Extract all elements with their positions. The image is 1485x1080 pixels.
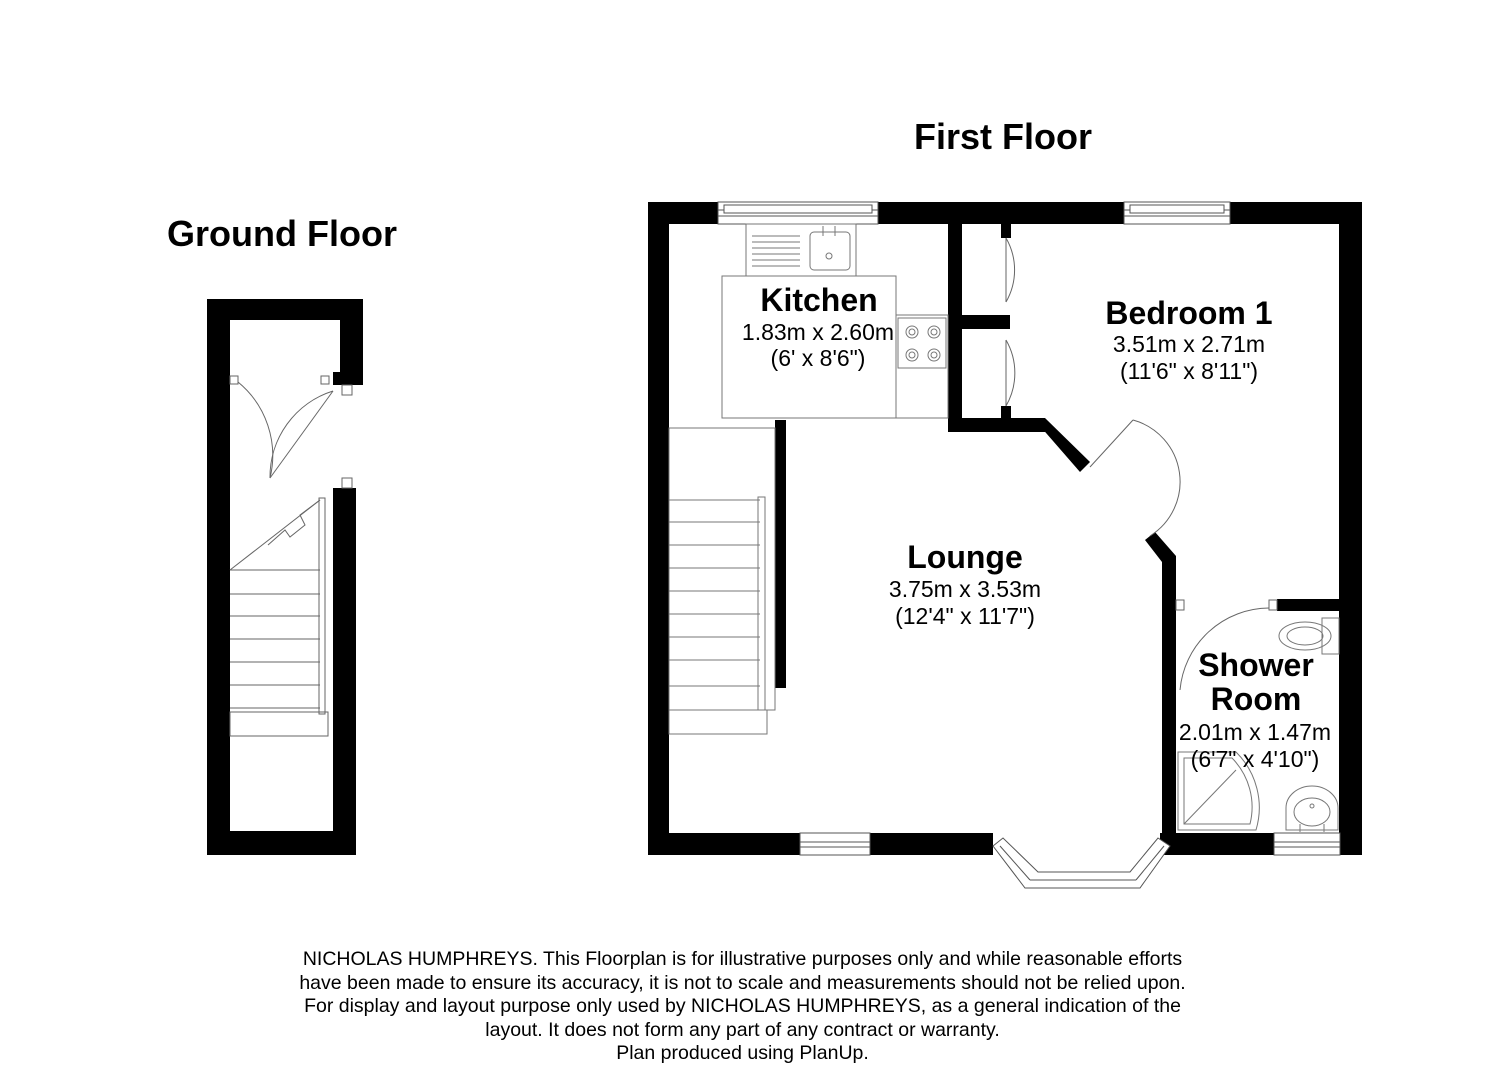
disclaimer-line: layout. It does not form any part of any contract or warranty.: [485, 1018, 1000, 1041]
room-label-lounge: [889, 539, 1041, 629]
ground-floor-plan: [167, 213, 397, 855]
kitchen-dims-metric: 1.83m x 2.60m: [741, 319, 895, 345]
bedroom-1-dims-metric: 3.51m x 2.71m: [1112, 331, 1266, 357]
shower-window: [1274, 833, 1340, 855]
bedroom-1-name: Bedroom 1: [1105, 295, 1273, 331]
shower-room-dims-metric: 2.01m x 1.47m: [1178, 719, 1332, 745]
basin-icon: [1286, 786, 1338, 832]
bay-window: [993, 838, 1170, 888]
room-label-bedroom-1: [1105, 295, 1272, 384]
kitchen-dims-imperial: (6' x 8'6"): [770, 345, 866, 371]
bedroom-window: [1124, 202, 1230, 224]
bedroom-1-dims-imperial: (11'6" x 8'11"): [1119, 358, 1259, 384]
bedroom-door[interactable]: [1090, 420, 1180, 536]
shower-room-name-line2: Room: [1210, 681, 1302, 717]
hob-icon: [898, 318, 946, 368]
ground-floor-staircase: [230, 498, 328, 736]
first-floor-staircase: [669, 428, 775, 734]
disclaimer-line: For display and layout purpose only used by NICHOLAS HUMPHREYS, as a general indication of the: [304, 995, 1181, 1017]
kitchen-window: [718, 202, 878, 224]
lounge-dims-metric: 3.75m x 3.53m: [888, 576, 1042, 602]
room-label-kitchen: [742, 282, 894, 371]
first-floor-plan: [648, 116, 1362, 888]
lounge-name: Lounge: [907, 539, 1023, 575]
kitchen-name: Kitchen: [760, 282, 878, 318]
shower-room-name-line1: Shower: [1198, 647, 1314, 683]
disclaimer: [200, 948, 1285, 1066]
first-floor-title: First Floor: [914, 116, 1092, 157]
lounge-window: [800, 833, 870, 855]
kitchen-sink-icon: [752, 226, 850, 270]
disclaimer-line: NICHOLAS HUMPHREYS. This Floorplan is for illustrative purposes only and while reasonable efforts: [302, 948, 1183, 970]
ground-floor-front-door[interactable]: [230, 376, 352, 488]
disclaimer-line: Plan produced using PlanUp.: [616, 1042, 869, 1064]
room-label-shower-room: [1179, 647, 1331, 772]
shower-room-dims-imperial: (6'7" x 4'10"): [1190, 746, 1320, 772]
lounge-dims-imperial: (12'4" x 11'7"): [895, 603, 1035, 629]
ground-floor-title: Ground Floor: [167, 213, 397, 254]
disclaimer-line: have been made to ensure its accuracy, it is not to scale and measurements should not be relied upon.: [299, 971, 1186, 994]
